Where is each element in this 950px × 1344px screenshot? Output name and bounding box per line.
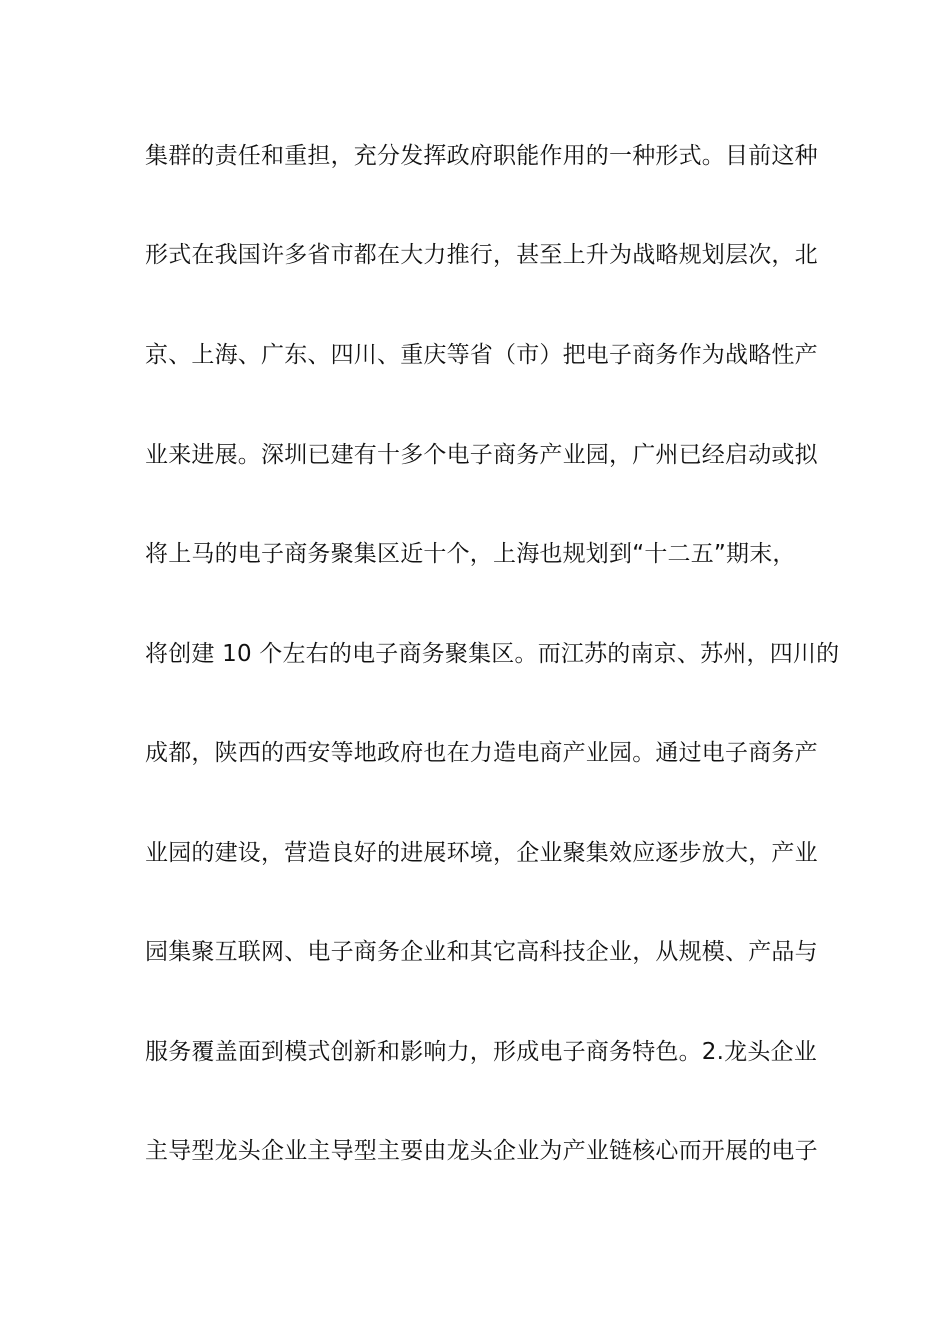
text-line: 将上马的电子商务聚集区近十个，上海也规划到“十二五”期末， xyxy=(145,541,796,567)
text-line: 成都，陕西的西安等地政府也在力造电商产业园。通过电子商务产 xyxy=(145,740,818,766)
text-line: 主导型龙头企业主导型主要由龙头企业为产业链核心而开展的电子 xyxy=(145,1138,818,1164)
text-line: 业来进展。深圳已建有十多个电子商务产业园，广州已经启动或拟 xyxy=(145,442,818,468)
text-line: 形式在我国许多省市都在大力推行，甚至上升为战略规划层次，北 xyxy=(145,242,818,268)
text-line: 业园的建设，营造良好的进展环境，企业聚集效应逐步放大，产业 xyxy=(145,840,818,866)
text-line: 园集聚互联网、电子商务企业和其它高科技企业，从规模、产品与 xyxy=(145,939,818,965)
text-line: 集群的责任和重担，充分发挥政府职能作用的一种形式。目前这种 xyxy=(145,143,818,169)
text-line: 京、上海、广东、四川、重庆等省（市）把电子商务作为战略性产 xyxy=(145,342,818,368)
text-line: 将创建 10 个左右的电子商务聚集区。而江苏的南京、苏州，四川的 xyxy=(145,641,840,667)
text-line: 服务覆盖面到模式创新和影响力，形成电子商务特色。2.龙头企业 xyxy=(145,1039,817,1065)
